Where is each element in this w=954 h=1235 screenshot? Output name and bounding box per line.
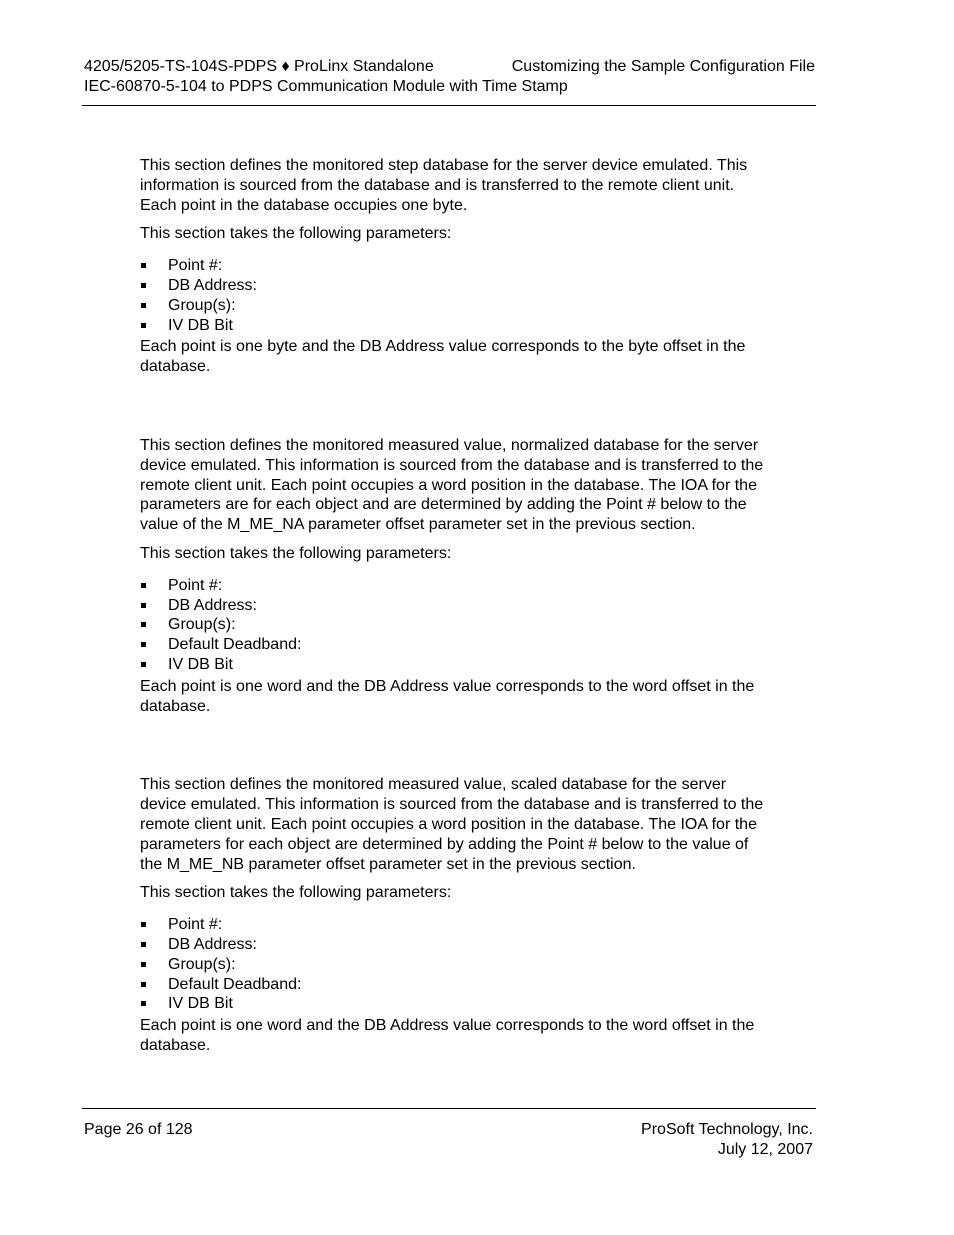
parameter-label: Group(s): (168, 955, 236, 973)
square-bullet-icon (141, 303, 146, 308)
parameter-item (140, 994, 770, 1014)
parameter-label: IV DB Bit (168, 655, 233, 673)
parameters-intro: This section takes the following parameters: (140, 544, 452, 562)
square-bullet-icon (141, 283, 146, 288)
parameter-label: Point #: (168, 916, 223, 934)
parameter-list (140, 915, 770, 1014)
section-description: This section defines the monitored step database for the server device emulated. This information is sourced from the database and is transferred to the remote client unit. Each point in the database occupies one byte. (140, 157, 748, 214)
parameter-item (140, 635, 770, 655)
parameter-label: Default Deadband: (168, 636, 302, 654)
parameter-label: DB Address: (168, 935, 257, 953)
square-bullet-icon (141, 942, 146, 947)
square-bullet-icon (141, 642, 146, 647)
square-bullet-icon (141, 962, 146, 967)
section-closing-note: Each point is one word and the DB Address value corresponds to the word offset in the database. (140, 677, 755, 715)
parameter-list (140, 256, 770, 335)
parameter-label: Group(s): (168, 616, 236, 634)
company-name: ProSoft Technology, Inc. (641, 1121, 813, 1138)
parameter-label: DB Address: (168, 596, 257, 614)
parameter-label: Point #: (168, 257, 223, 275)
section-measured-scaled (140, 775, 770, 1055)
section-description: This section defines the monitored measured value, normalized database for the server device emulated. This information is sourced from the database and is transferred to the remote client unit. Each point occupies a word position in the database. The IOA for the parameters are for each object and are determined by adding the Point # below to the value of the M_ME_NA parameter offset parameter set in the previous section. (140, 436, 764, 534)
header-divider (82, 105, 816, 106)
parameter-item (140, 296, 770, 316)
parameter-label: Group(s): (168, 296, 236, 314)
square-bullet-icon (141, 1001, 146, 1006)
parameters-intro: This section takes the following parameters: (140, 884, 452, 902)
section-description: This section defines the monitored measured value, scaled database for the server device emulated. This information is sourced from the database and is transferred to the remote client unit. Each point occupies a word position in the database. The IOA for the parameters for each object are determined by adding the Point # below to the value of the M_ME_NB parameter offset parameter set in the previous section. (140, 776, 764, 873)
page-header (84, 57, 815, 97)
parameter-item (140, 596, 770, 616)
parameter-label: Default Deadband: (168, 975, 302, 993)
square-bullet-icon (141, 982, 146, 987)
square-bullet-icon (141, 603, 146, 608)
header-product-title: 4205/5205-TS-104S-PDPS ♦ ProLinx Standalone (84, 58, 434, 75)
square-bullet-icon (141, 263, 146, 268)
square-bullet-icon (141, 323, 146, 328)
square-bullet-icon (141, 922, 146, 927)
parameter-item (140, 276, 770, 296)
section-closing-note: Each point is one byte and the DB Address value corresponds to the byte offset in the database. (140, 338, 746, 376)
square-bullet-icon (141, 662, 146, 667)
document-body (140, 156, 770, 1056)
footer-info (641, 1120, 813, 1160)
parameter-item (140, 256, 770, 276)
parameter-label: IV DB Bit (168, 316, 233, 334)
parameter-label: Point #: (168, 576, 223, 594)
parameter-label: DB Address: (168, 276, 257, 294)
parameter-item (140, 935, 770, 955)
section-closing-note: Each point is one word and the DB Address value corresponds to the word offset in the database. (140, 1017, 755, 1054)
page-number: Page 26 of 128 (84, 1121, 193, 1138)
parameter-item (140, 576, 770, 596)
square-bullet-icon (141, 622, 146, 627)
parameter-item (140, 915, 770, 935)
section-measured-normalized (140, 436, 770, 716)
parameter-item (140, 615, 770, 635)
parameter-item (140, 316, 770, 336)
parameter-label: IV DB Bit (168, 995, 233, 1013)
footer-divider (82, 1108, 816, 1109)
header-chapter-title: Customizing the Sample Configuration File (511, 58, 815, 75)
parameter-item (140, 955, 770, 975)
section-monitored-step (140, 156, 770, 377)
parameter-list (140, 576, 770, 675)
parameter-item (140, 655, 770, 675)
parameters-intro: This section takes the following parameters: (140, 225, 452, 243)
publish-date: July 12, 2007 (717, 1140, 813, 1158)
parameter-item (140, 975, 770, 995)
square-bullet-icon (141, 583, 146, 588)
header-module-title: IEC-60870-5-104 to PDPS Communication Module with Time Stamp (84, 77, 568, 95)
header-row-1 (84, 57, 815, 77)
